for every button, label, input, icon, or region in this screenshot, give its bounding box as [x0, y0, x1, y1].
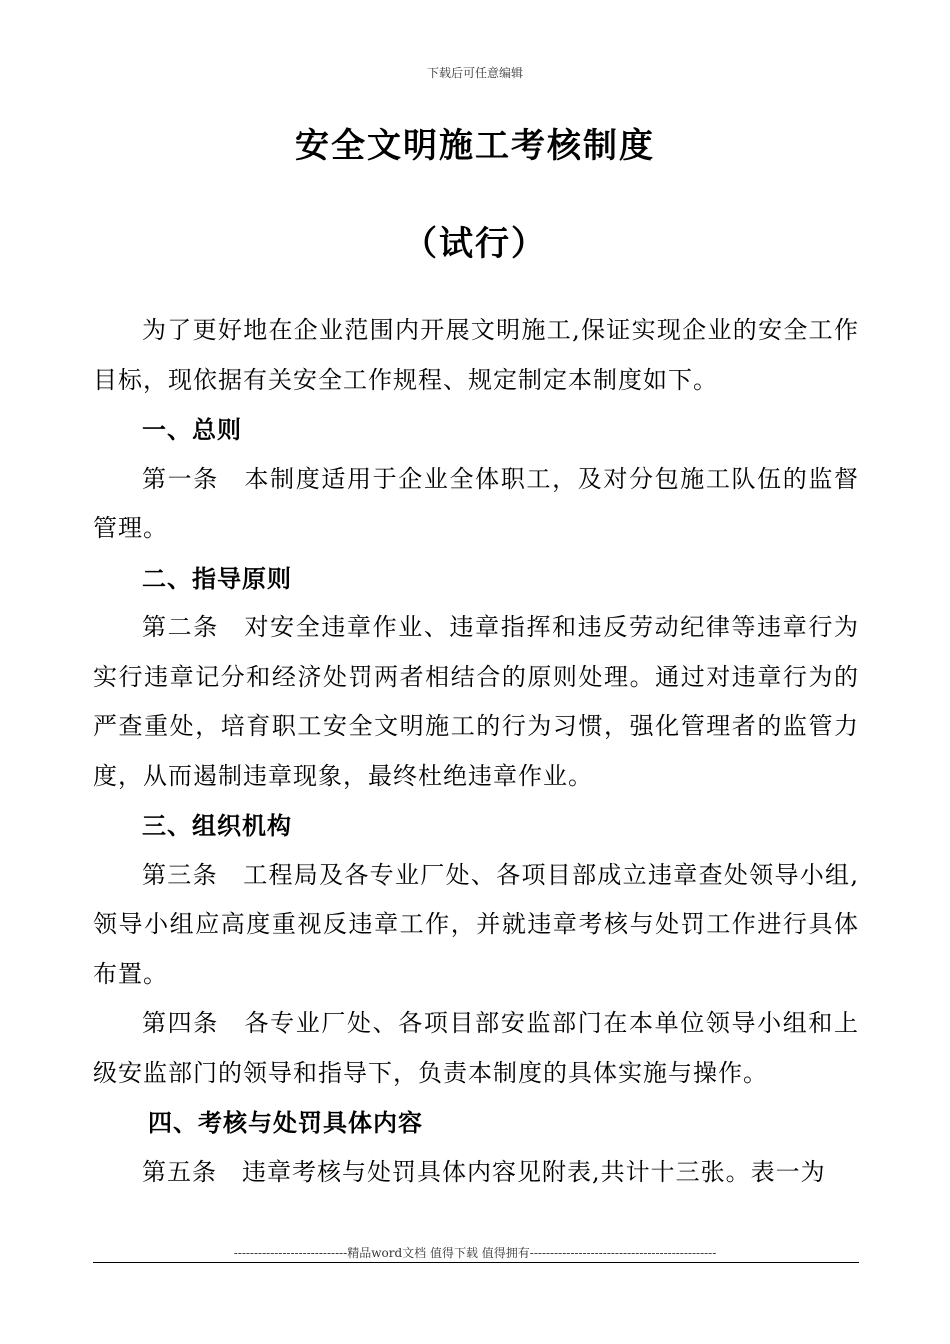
article-4: 第四条 各专业厂处、各项目部安监部门在本单位领导小组和上级安监部门的领导和指导下，负责本制度的具体实施与操作。: [93, 1009, 859, 1087]
footer-note: ----------------------------精品word文档 值得下载 值得拥有----------------------------------------------: [233, 1246, 717, 1260]
document-subtitle: （试行）: [403, 224, 547, 264]
document-title: 安全文明施工考核制度: [295, 126, 655, 166]
footer-divider: [93, 1262, 859, 1263]
section-heading-assessment: 四、考核与处罚具体内容: [148, 1108, 423, 1137]
document-body: [93, 306, 859, 1197]
article-2: 第二条 对安全违章作业、违章指挥和违反劳动纪律等违章行为实行违章记分和经济处罚两者相结合的原则处理。通过对违章行为的严查重处，培育职工安全文明施工的行为习惯，强化管理者的监管力度，从而遏制违章现象，最终杜绝违章作业。: [93, 613, 859, 790]
article-1: 第一条 本制度适用于企业全体职工，及对分包施工队伍的监督管理。: [93, 464, 859, 542]
section-heading-general: 一、总则: [142, 415, 242, 444]
section-heading-organization: 三、组织机构: [142, 811, 292, 840]
article-3: 第三条 工程局及各专业厂处、各项目部成立违章查处领导小组,领导小组应高度重视反违章工作，并就违章考核与处罚工作进行具体布置。: [93, 860, 859, 988]
intro-paragraph: 为了更好地在企业范围内开展文明施工,保证实现企业的安全工作目标，现依据有关安全工作规程、规定制定本制度如下。: [93, 316, 859, 394]
article-5: 第五条 违章考核与处罚具体内容见附表,共计十三张。表一为: [142, 1157, 826, 1186]
section-heading-principles: 二、指导原则: [142, 563, 292, 593]
header-note: 下载后可任意编辑: [426, 66, 523, 80]
